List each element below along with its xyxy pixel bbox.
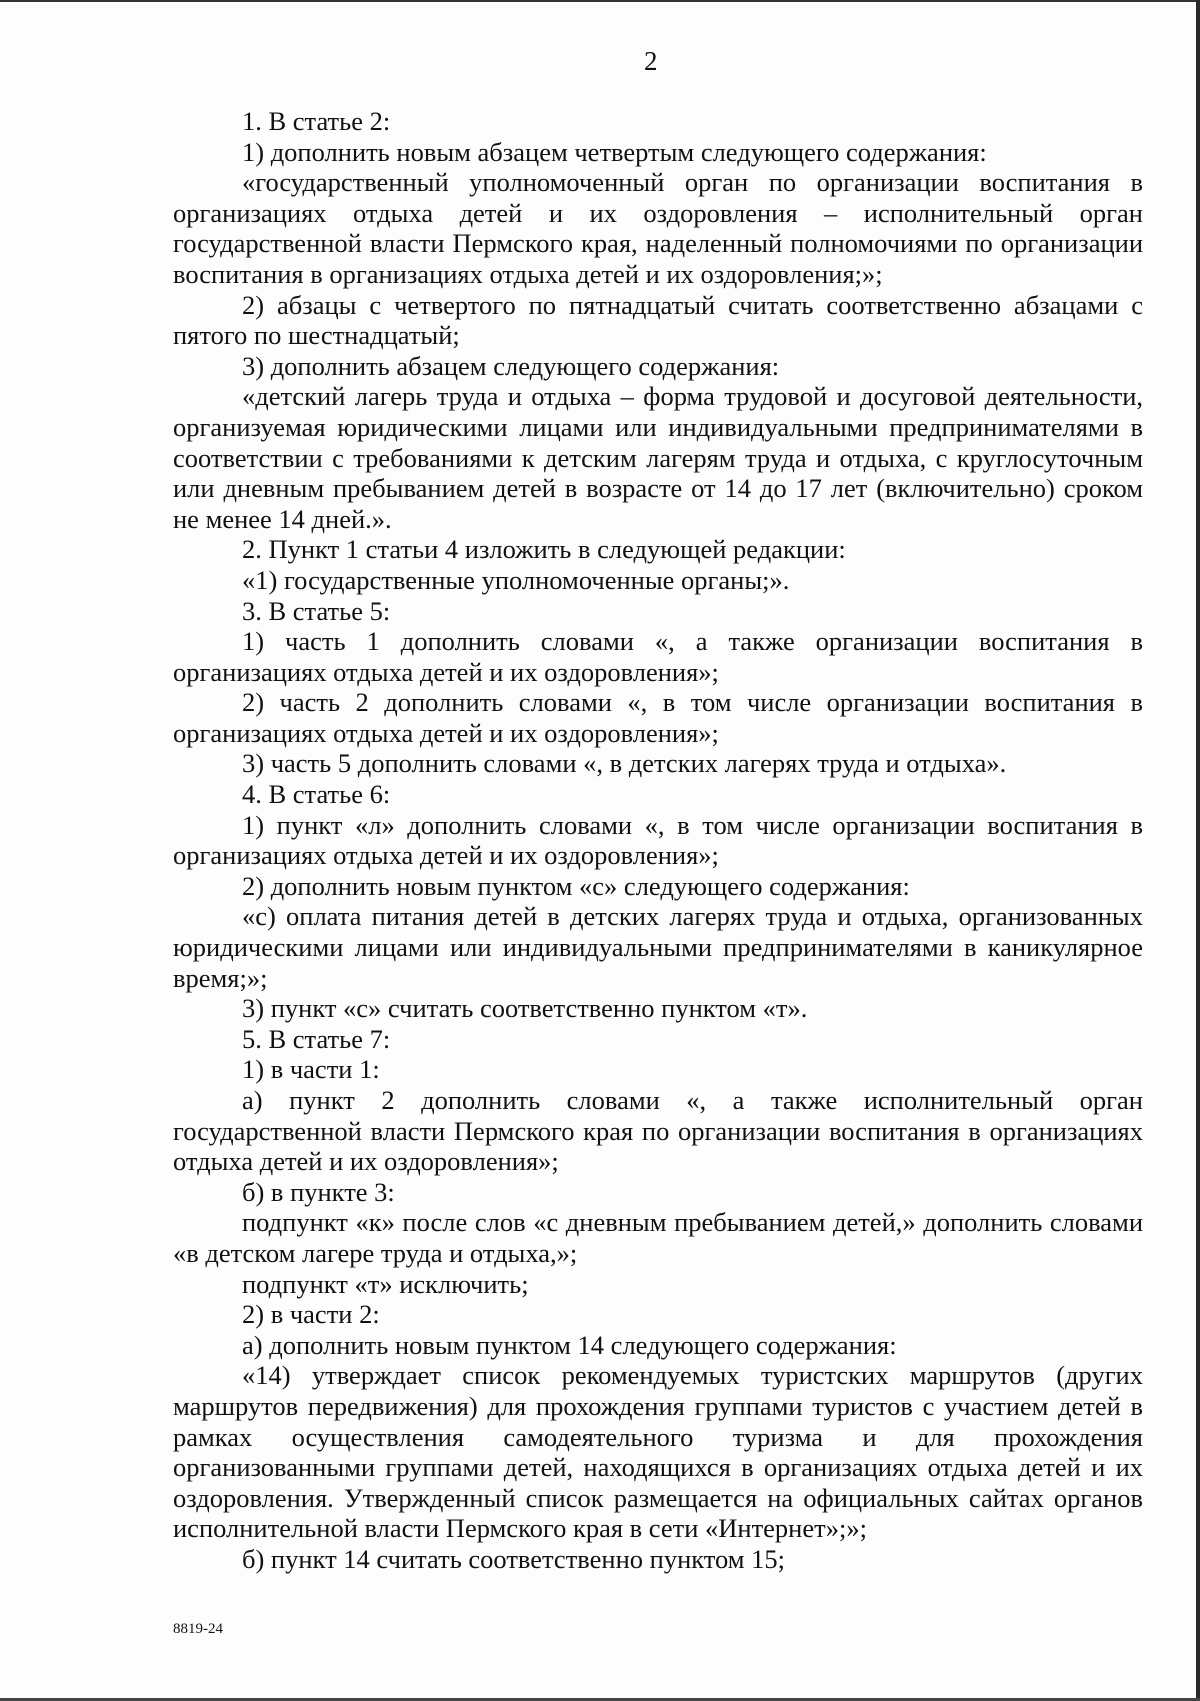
paragraph: 1) дополнить новым абзацем четвертым следующего содержания: [242, 136, 987, 167]
paragraph: а) пункт 2 дополнить словами «, а также исполнительный орган государственной власти Пермского края по организации воспитания в организациях отдыха детей и их оздоровления»; [173, 1085, 1143, 1177]
paragraph: «государственный уполномоченный орган по организации воспитания в организациях отдыха детей и их оздоровления – исполнительный орган государственной власти Пермского края, наделенный полномочиями по организации воспитания в организациях отдыха детей и их оздоровления;»; [173, 167, 1143, 289]
paragraph: 3. В статье 5: [242, 595, 391, 626]
paragraph: а) дополнить новым пунктом 14 следующего содержания: [242, 1329, 897, 1360]
document-code: 8819-24 [173, 1621, 223, 1637]
paragraph: 4. В статье 6: [242, 779, 391, 810]
paragraph: «14) утверждает список рекомендуемых туристских маршрутов (других маршрутов передвижения) для прохождения группами туристов с участием детей в рамках осуществления самодеятельного туризма и для прохождения организованными группами детей, находящихся в организациях отдыха детей и их оздоровления. Утвержденный список размещается на официальных сайтах органов исполнительной власти Пермского края в сети «Интернет»;»; [173, 1360, 1143, 1544]
paragraph: 5. В статье 7: [242, 1023, 391, 1054]
paragraph: 2) часть 2 дополнить словами «, в том числе организации воспитания в организациях отдыха детей и их оздоровления»; [173, 687, 1143, 748]
paragraph: 3) дополнить абзацем следующего содержания: [242, 350, 780, 381]
paragraph: 3) часть 5 дополнить словами «, в детских лагерях труда и отдыха». [242, 748, 1007, 779]
scan-edge-right [1196, 0, 1200, 1701]
scan-edge-top [0, 0, 1200, 2]
page-number: 2 [644, 46, 658, 76]
paragraph: 1. В статье 2: [242, 106, 391, 136]
paragraph: 2) в части 2: [242, 1299, 380, 1330]
paragraph: 1) часть 1 дополнить словами «, а также организации воспитания в организациях отдыха детей и их оздоровления»; [173, 626, 1143, 687]
paragraph: 1) пункт «л» дополнить словами «, в том числе организации воспитания в организациях отдыха детей и их оздоровления»; [173, 809, 1143, 871]
paragraph: «1) государственные уполномоченные органы;». [242, 564, 790, 595]
paragraph: «детский лагерь труда и отдыха – форма трудовой и досуговой деятельности, организуемая юридическими лицами или индивидуальными предпринимателями в соответствии с требованиями к детским лагерям труда и отдыха, с круглосуточным или дневным пребыванием детей в возрасте от 14 до 17 лет (включительно) сроком не менее 14 дней.». [173, 381, 1143, 534]
paragraph: б) пункт 14 считать соответственно пунктом 15; [242, 1543, 786, 1574]
paragraph: б) в пункте 3: [242, 1176, 395, 1207]
paragraph: 2) абзацы с четвертого по пятнадцатый считать соответственно абзацами с пятого по шестнадцатый; [173, 289, 1143, 351]
paragraph: подпункт «к» после слов «с дневным пребыванием детей,» дополнить словами «в детском лагере труда и отдыха,»; [173, 1207, 1143, 1268]
paragraph: 1) в части 1: [242, 1054, 380, 1085]
paragraph: подпункт «т» исключить; [242, 1268, 529, 1299]
paragraph: 2) дополнить новым пунктом «с» следующего содержания: [242, 870, 910, 901]
paragraph: 3) пункт «с» считать соответственно пунктом «т». [242, 993, 808, 1024]
paragraph: «с) оплата питания детей в детских лагерях труда и отдыха, организованных юридическими лицами или индивидуальными предпринимателями в каникулярное время;»; [173, 901, 1143, 993]
document-body [173, 106, 1143, 1575]
paragraph: 2. Пункт 1 статьи 4 изложить в следующей редакции: [242, 534, 846, 565]
